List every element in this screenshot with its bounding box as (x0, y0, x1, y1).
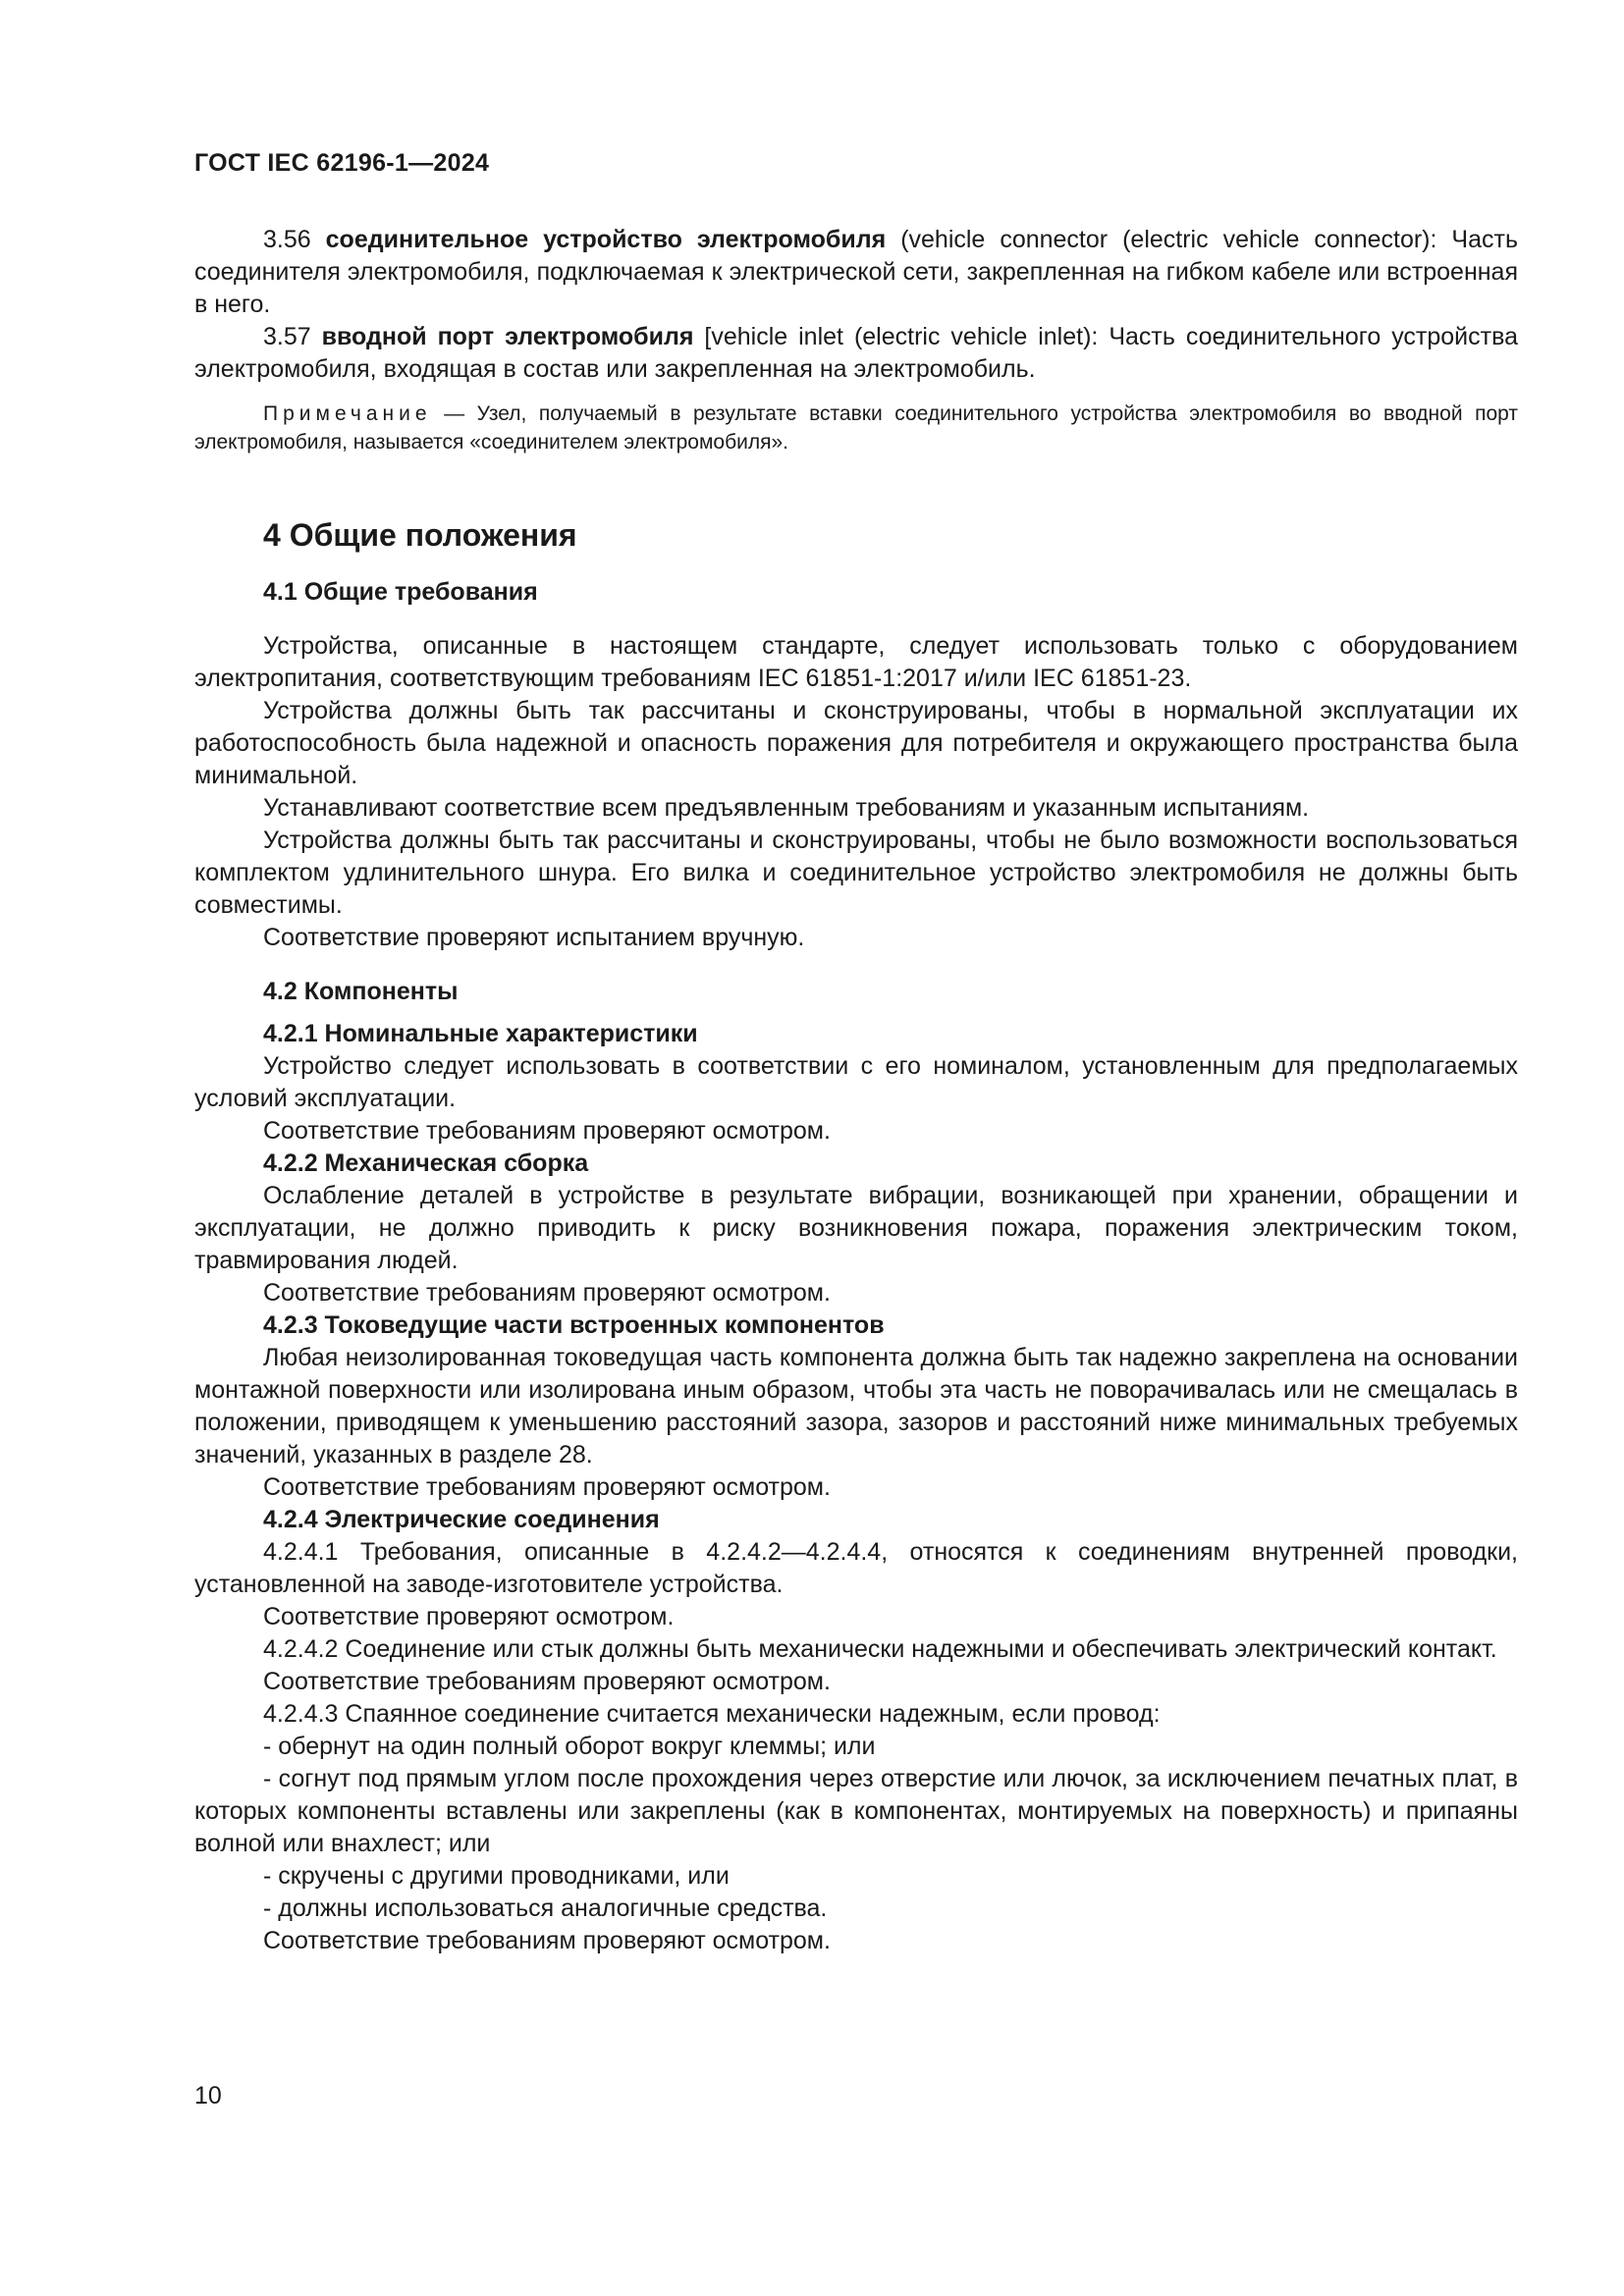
list-item: - обернут на один полный оборот вокруг клеммы; или (263, 1733, 876, 1760)
section-4-2-1-title: 4.2.1 Номинальные характеристики (263, 1020, 698, 1047)
paragraph: 4.2.4.2 Соединение или стык должны быть механически надежными и обеспечивать электрический контакт. (263, 1635, 1497, 1663)
term-name: вводной порт электромобиля (321, 323, 694, 350)
paragraph: Соответствие требованиям проверяют осмотром. (263, 1927, 831, 1954)
list-item: - скручены с другими проводниками, или (263, 1862, 730, 1890)
paragraph: Ослабление деталей в устройстве в результате вибрации, возникающей при хранении, обращении и эксплуатации, не должно приводить к риску возникновения пожара, поражения электрическим током, травмирования людей. (194, 1182, 1518, 1274)
term-name: соединительное устройство электромобиля (325, 226, 887, 253)
document-code-header: ГОСТ IEC 62196-1—2024 (194, 149, 490, 177)
section-4-2-2-title: 4.2.2 Механическая сборка (263, 1149, 589, 1177)
term-3-56 (194, 224, 1518, 321)
term-number: 3.57 (263, 323, 311, 350)
paragraph: Соответствие проверяют испытанием вручную. (263, 924, 805, 951)
section-4-2-3-title: 4.2.3 Токоведущие части встроенных компонентов (263, 1311, 885, 1339)
term-definition: [vehicle inlet (electric vehicle inlet): Часть соединительного устройства электромобиля, входящая в состав или закрепленная на электромобиль. (194, 323, 1518, 383)
section-4-title: 4 Общие положения (263, 517, 577, 553)
paragraph: 4.2.4.1 Требования, описанные в 4.2.4.2—4.2.4.4, относятся к соединениям внутренней проводки, установленной на заводе-изготовителе устройства. (194, 1538, 1518, 1598)
paragraph: Устройства должны быть так рассчитаны и сконструированы, чтобы в нормальной эксплуатации их работоспособность была надежной и опасность поражения для потребителя и окружающего пространства была минимальной. (194, 697, 1518, 789)
term-3-57 (194, 321, 1518, 386)
section-4-2-title: 4.2 Компоненты (263, 978, 459, 1005)
section-4-1-title: 4.1 Общие требования (263, 578, 538, 606)
paragraph: Соответствие проверяют осмотром. (263, 1603, 675, 1630)
note (194, 400, 1518, 456)
paragraph: Соответствие требованиям проверяют осмотром. (263, 1473, 831, 1501)
term-number: 3.56 (263, 226, 311, 253)
paragraph: Любая неизолированная токоведущая часть компонента должна быть так надежно закреплена на основании монтажной поверхности или изолирована иным образом, чтобы эта часть не поворачивалась или не смещалась в положении, приводящем к уменьшению расстояний зазора, зазоров и расстояний ниже минимальных требуемых значений, указанных в разделе 28. (194, 1344, 1518, 1468)
section-4-2-4-title: 4.2.4 Электрические соединения (263, 1506, 660, 1533)
paragraph: Устройства должны быть так рассчитаны и сконструированы, чтобы не было возможности воспользоваться комплектом удлинительного шнура. Его вилка и соединительное устройство электромобиля не должны быть совместимы. (194, 827, 1518, 919)
note-label: Примечание (263, 402, 432, 425)
paragraph: Устройство следует использовать в соответствии с его номиналом, установленным для предполагаемых условий эксплуатации. (194, 1052, 1518, 1112)
note-text: — Узел, получаемый в результате вставки соединительного устройства электромобиля во вводной порт электромобиля, называется «соединителем электромобиля». (194, 402, 1518, 454)
paragraph: Устройства, описанные в настоящем стандарте, следует использовать только с оборудованием электропитания, соответствующим требованиям IEC 61851-1:2017 и/или IEC 61851-23. (194, 632, 1518, 692)
paragraph: 4.2.4.3 Спаянное соединение считается механически надежным, если провод: (263, 1700, 1161, 1728)
list-item: - согнут под прямым углом после прохождения через отверстие или лючок, за исключением печатных плат, в которых компоненты вставлены или закреплены (как в компонентах, монтируемых на поверхность) и припаяны волной или внахлест; или (194, 1765, 1518, 1857)
page-number: 10 (194, 2082, 222, 2109)
paragraph: Соответствие требованиям проверяют осмотром. (263, 1117, 831, 1145)
paragraph: Соответствие требованиям проверяют осмотром. (263, 1668, 831, 1695)
term-definition: (vehicle connector (electric vehicle connector): Часть соединителя электромобиля, подключаемая к электрической сети, закрепленная на гибком кабеле или встроенная в него. (194, 226, 1518, 318)
list-item: - должны использоваться аналогичные средства. (263, 1895, 828, 1922)
page-content (194, 224, 1518, 1957)
paragraph: Соответствие требованиям проверяют осмотром. (263, 1279, 831, 1307)
paragraph: Устанавливают соответствие всем предъявленным требованиям и указанным испытаниям. (263, 794, 1310, 822)
